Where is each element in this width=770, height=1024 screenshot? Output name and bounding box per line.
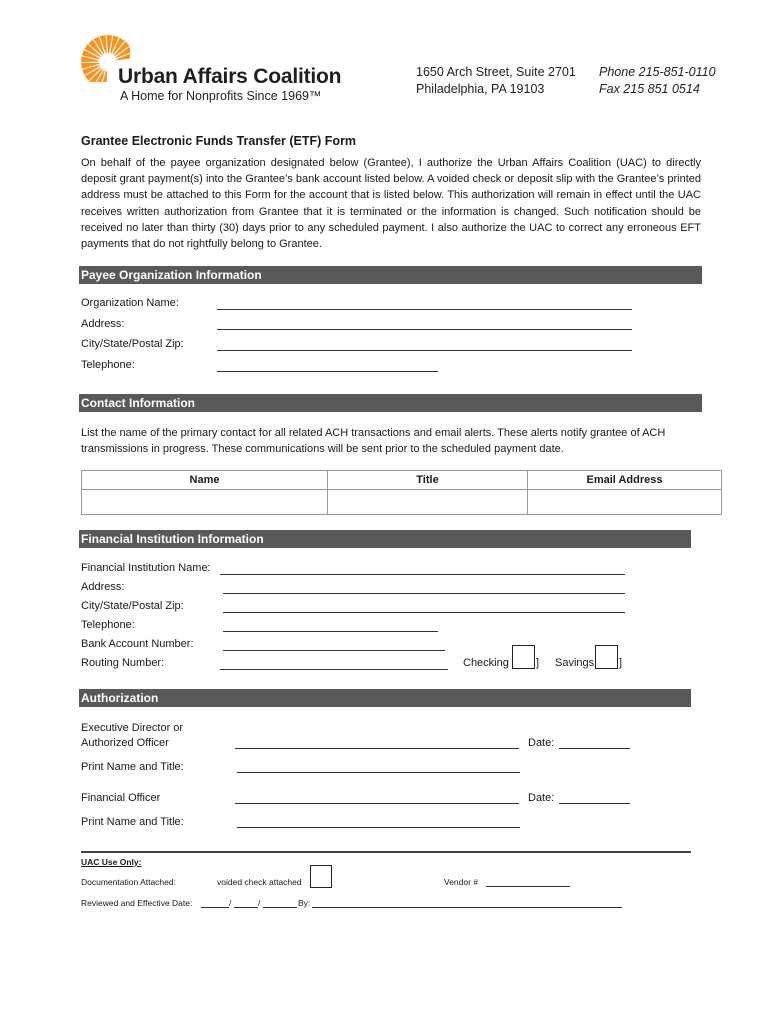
checking-checkbox[interactable] bbox=[512, 645, 535, 669]
address-line-2: Philadelphia, PA 19103 bbox=[416, 82, 545, 96]
org-name-label: Organization Name: bbox=[81, 297, 179, 309]
reviewed-effective-date-label: Reviewed and Effective Date: bbox=[81, 898, 193, 908]
org-tagline: A Home for Nonprofits Since 1969™ bbox=[120, 89, 322, 103]
bank-telephone-label: Telephone: bbox=[81, 619, 135, 631]
routing-number-field[interactable] bbox=[220, 669, 448, 670]
reviewed-by-label: By: bbox=[298, 898, 311, 908]
bank-address-label: Address: bbox=[81, 581, 125, 593]
financial-section-heading: Financial Institution Information bbox=[79, 530, 691, 548]
date-separator-2: / bbox=[258, 898, 261, 908]
contact-title-cell[interactable] bbox=[328, 490, 528, 515]
authorization-section-heading: Authorization bbox=[79, 689, 691, 707]
contact-table-row bbox=[82, 490, 722, 515]
checking-bracket: ] bbox=[536, 657, 540, 669]
checking-label: Checking bbox=[463, 657, 509, 669]
vendor-number-field[interactable] bbox=[486, 886, 570, 887]
bank-city-field[interactable] bbox=[223, 612, 625, 613]
savings-label: Savings bbox=[555, 657, 595, 669]
exec-print-name-label: Print Name and Title: bbox=[81, 761, 184, 773]
payee-city-field[interactable] bbox=[217, 350, 632, 351]
routing-number-label: Routing Number: bbox=[81, 657, 165, 669]
column-title: Title bbox=[328, 471, 528, 490]
exec-date-field[interactable] bbox=[559, 748, 630, 749]
org-name: Urban Affairs Coalition bbox=[118, 65, 342, 88]
vendor-number-label: Vendor # bbox=[444, 877, 479, 887]
exec-signature-field[interactable] bbox=[235, 748, 519, 749]
reviewed-date-year-field[interactable] bbox=[263, 907, 297, 908]
date-separator-1: / bbox=[229, 898, 232, 908]
column-email: Email Address bbox=[528, 471, 722, 490]
institution-name-label: Financial Institution Name: bbox=[81, 562, 211, 574]
exec-print-name-field[interactable] bbox=[237, 772, 520, 773]
payee-city-label: City/State/Postal Zip: bbox=[81, 338, 184, 350]
exec-date-label: Date: bbox=[528, 737, 555, 749]
financial-officer-date-field[interactable] bbox=[559, 803, 630, 804]
contact-table-header bbox=[82, 471, 722, 490]
contact-table bbox=[81, 470, 722, 515]
savings-bracket: ] bbox=[619, 657, 623, 669]
contact-description: List the name of the primary contact for all related ACH transactions and email alerts. These alerts notify grantee of ACH transmissions in progress. These communications will be sent prior to the scheduled payment date. bbox=[81, 427, 666, 456]
form-title: Grantee Electronic Funds Transfer (ETF) Form bbox=[81, 134, 357, 148]
exec-director-label-line2: Authorized Officer bbox=[81, 737, 169, 749]
reviewed-date-day-field[interactable] bbox=[234, 907, 258, 908]
uac-use-only-heading: UAC Use Only: bbox=[81, 857, 142, 867]
bank-address-field[interactable] bbox=[223, 593, 625, 594]
fax-number: Fax 215 851 0514 bbox=[599, 82, 700, 96]
reviewed-by-field[interactable] bbox=[312, 907, 622, 908]
uac-divider bbox=[81, 851, 691, 853]
contact-email-cell[interactable] bbox=[528, 490, 722, 515]
bank-city-label: City/State/Postal Zip: bbox=[81, 600, 184, 612]
reviewed-date-month-field[interactable] bbox=[201, 907, 229, 908]
voided-check-checkbox[interactable] bbox=[310, 865, 332, 888]
savings-checkbox[interactable] bbox=[595, 645, 618, 669]
financial-officer-date-label: Date: bbox=[528, 792, 555, 804]
financial-officer-print-name-field[interactable] bbox=[237, 827, 520, 828]
org-name-field[interactable] bbox=[217, 309, 632, 310]
institution-name-field[interactable] bbox=[220, 574, 625, 575]
financial-officer-label: Financial Officer bbox=[81, 792, 161, 804]
payee-section-heading: Payee Organization Information bbox=[79, 266, 702, 284]
payee-telephone-label: Telephone: bbox=[81, 359, 135, 371]
account-number-label: Bank Account Number: bbox=[81, 638, 194, 650]
phone-number: Phone 215-851-0110 bbox=[599, 65, 716, 79]
contact-name-cell[interactable] bbox=[82, 490, 328, 515]
exec-director-label-line1: Executive Director or bbox=[81, 722, 184, 734]
payee-address-label: Address: bbox=[81, 318, 125, 330]
voided-check-label: voided check attached bbox=[217, 877, 302, 887]
column-name: Name bbox=[82, 471, 328, 490]
bank-telephone-field[interactable] bbox=[223, 631, 438, 632]
financial-officer-print-name-label: Print Name and Title: bbox=[81, 816, 184, 828]
financial-officer-signature-field[interactable] bbox=[235, 803, 519, 804]
documentation-attached-label: Documentation Attached: bbox=[81, 877, 176, 887]
contact-section-heading: Contact Information bbox=[79, 394, 702, 412]
payee-telephone-field[interactable] bbox=[217, 371, 438, 372]
address-line-1: 1650 Arch Street, Suite 2701 bbox=[416, 65, 576, 79]
account-number-field[interactable] bbox=[223, 650, 445, 651]
payee-address-field[interactable] bbox=[217, 329, 632, 330]
intro-paragraph: On behalf of the payee organization designated below (Grantee), I authorize the Urban Affairs Coalition (UAC) to directly deposit grant payment(s) into the Grantee’s bank account listed below. A voided check or deposit slip with the Grantee’s printed address must be attached to this Form for the account that is listed below. This authorization will remain in effect until the UAC receives written authorization from Grantee that it is terminated or the information is changed. Such notification should be received no later than thirty (30) days prior to any scheduled payment. I also authorize the UAC to correct any erroneous EFT payments that do not rightfully belong to Grantee. bbox=[81, 157, 701, 251]
